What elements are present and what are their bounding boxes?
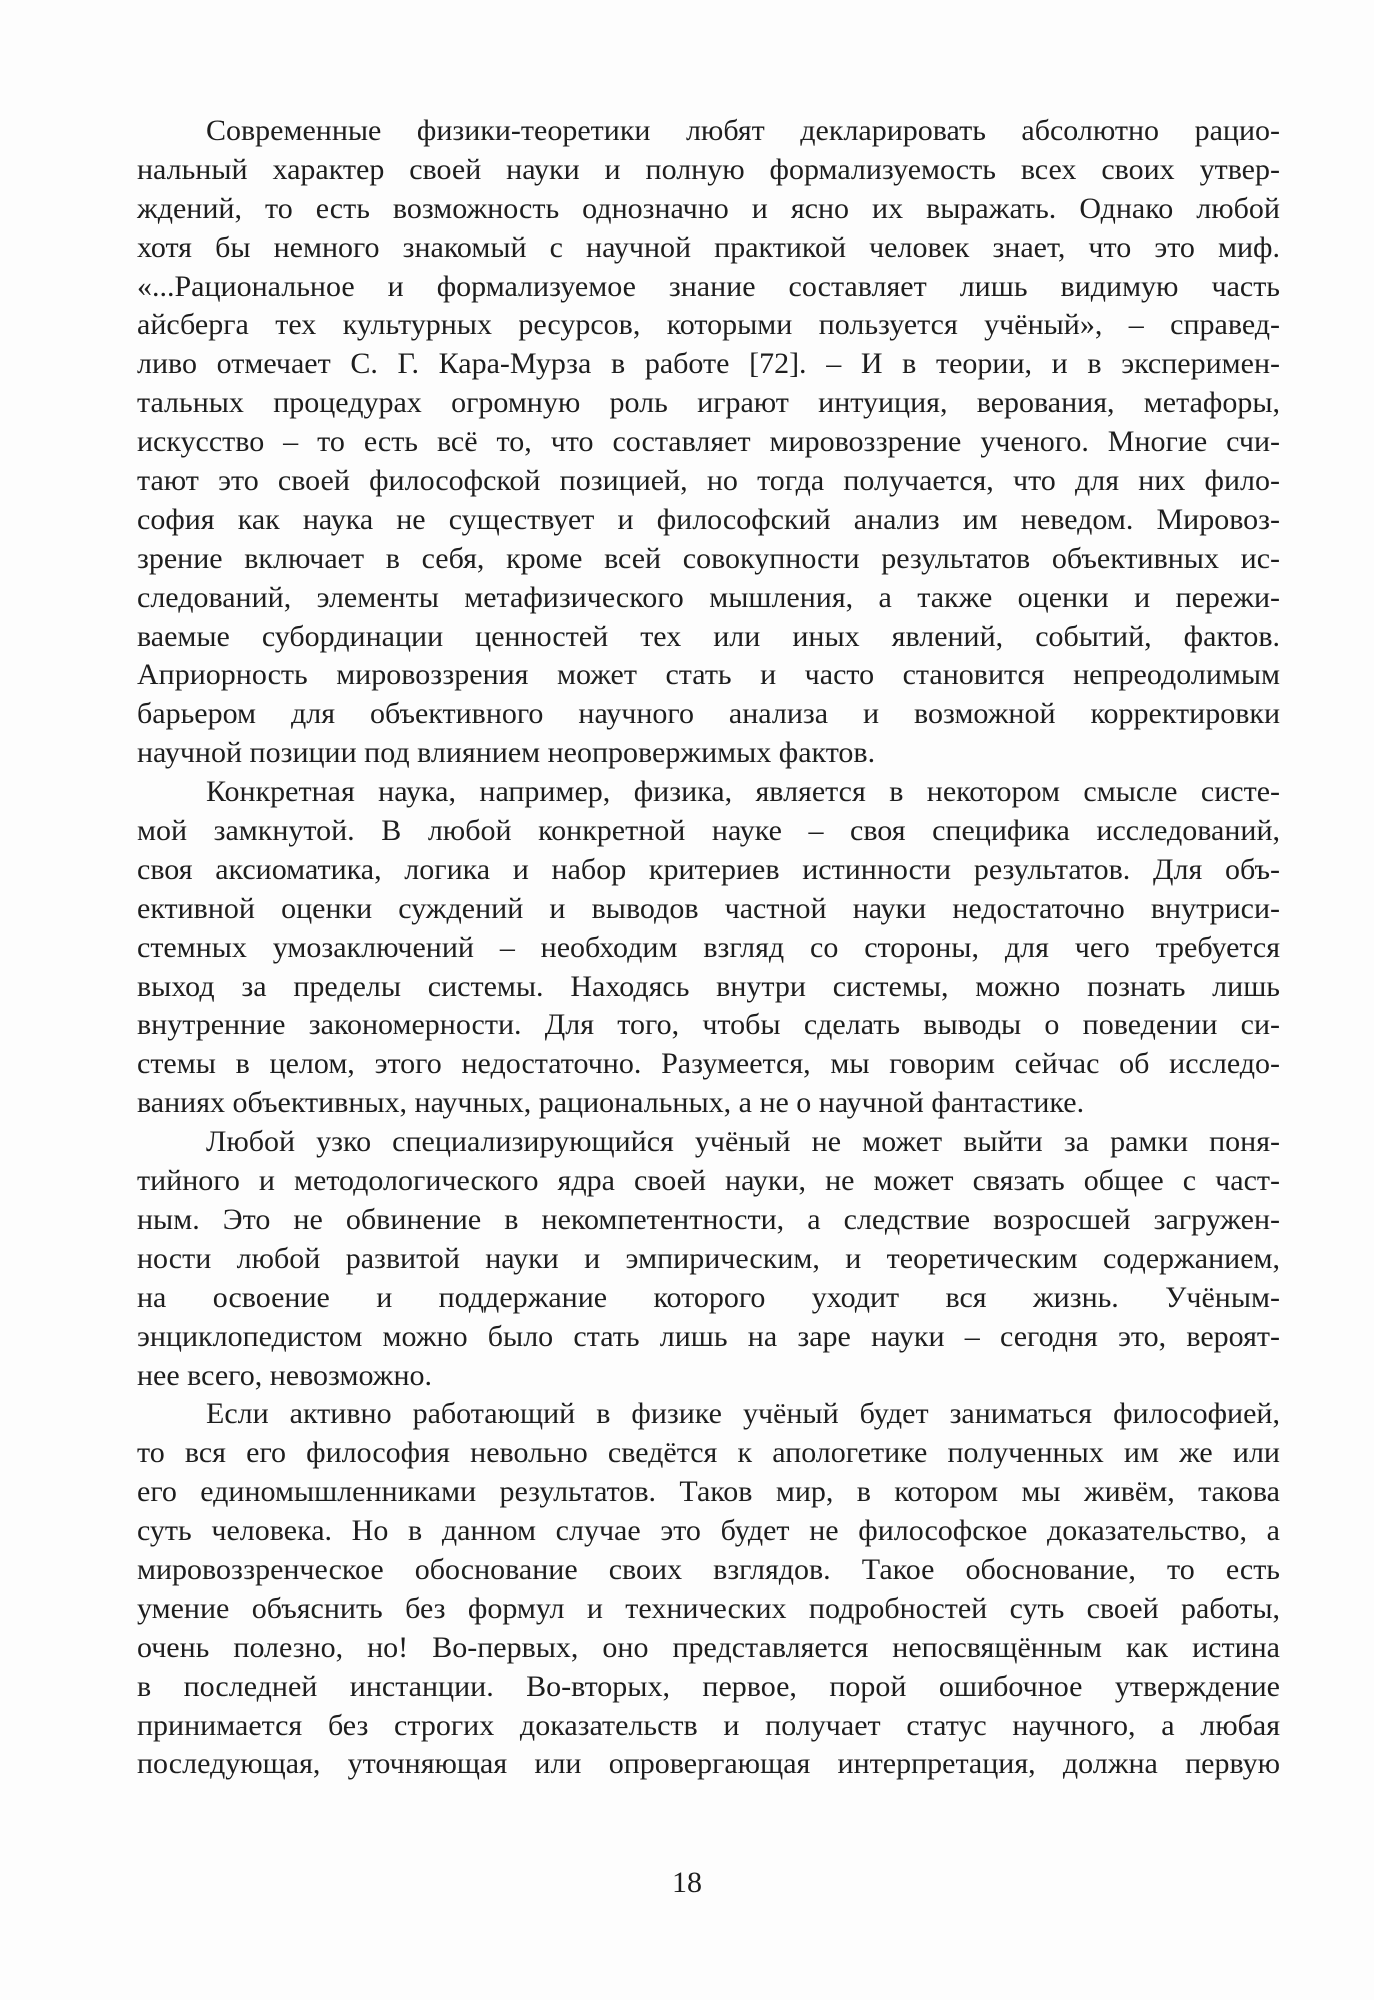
text-line: Любой узко специализирующийся учёный не может выйти за рамки поня- — [206, 1125, 1280, 1159]
text-line: тают это своей философской позицией, но тогда получается, что для них фило- — [137, 464, 1280, 498]
text-line: внутренние закономерности. Для того, чтобы сделать выводы о поведении си- — [137, 1008, 1280, 1042]
text-line: мой замкнутой. В любой конкретной науке – своя специфика исследований, — [137, 814, 1280, 848]
text-line: следований, элементы метафизического мышления, а также оценки и пережи- — [137, 580, 1280, 614]
text-line: ным. Это не обвинение в некомпетентности, а следствие возросшей загружен- — [137, 1202, 1280, 1236]
text-line: ективной оценки суждений и выводов частной науки недостаточно внутриси- — [137, 891, 1280, 925]
text-line: Современные физики-теоретики любят декларировать абсолютно рацио- — [206, 114, 1280, 147]
text-line: очень полезно, но! Во-первых, оно представляется непосвящённым как истина — [137, 1630, 1280, 1664]
text-line: софия как наука не существует и философский анализ им неведом. Мировоз- — [137, 502, 1280, 536]
text-line: своя аксиоматика, логика и набор критериев истинности результатов. Для объ- — [137, 852, 1280, 886]
text-line: Конкретная наука, например, физика, является в некотором смысле систе- — [206, 775, 1280, 809]
text-line: Априорность мировоззрения может стать и часто становится непреодолимым — [137, 658, 1280, 692]
text-line: суть человека. Но в данном случае это будет не философское доказательство, а — [137, 1514, 1280, 1548]
text-line: ваемые субординации ценностей тех или иных явлений, событий, фактов. — [137, 619, 1280, 653]
text-line: айсберга тех культурных ресурсов, которыми пользуется учёный», – справед- — [137, 308, 1280, 342]
text-line: его единомышленниками результатов. Таков мир, в котором мы живём, такова — [137, 1475, 1280, 1509]
text-line: то вся его философия невольно сведётся к апологетике полученных им же или — [137, 1436, 1280, 1470]
text-line: принимается без строгих доказательств и получает статус научного, а любая — [137, 1708, 1280, 1742]
text-line: последующая, уточняющая или опровергающая интерпретация, должна первую — [137, 1747, 1280, 1781]
text-line: выход за пределы системы. Находясь внутри системы, можно познать лишь — [137, 969, 1280, 1003]
text-line: ваниях объективных, научных, рациональных, а не о научной фантастике. — [137, 1086, 1085, 1120]
text-line: тийного и методологического ядра своей науки, не может связать общее с част- — [137, 1164, 1280, 1198]
text-line: мировоззренческое обоснование своих взглядов. Такое обоснование, то есть — [137, 1552, 1280, 1586]
text-line: нальный характер своей науки и полную формализуемость всех своих утвер- — [137, 152, 1280, 186]
text-line: нее всего, невозможно. — [137, 1358, 433, 1392]
text-line: барьером для объективного научного анализа и возможной корректировки — [137, 697, 1280, 731]
text-line: зрение включает в себя, кроме всей совокупности результатов объективных ис- — [137, 541, 1280, 575]
text-line: ливо отмечает С. Г. Кара-Мурза в работе [72]. – И в теории, и в эксперимен- — [137, 347, 1280, 381]
text-line: умение объяснить без формул и технических подробностей суть своей работы, — [137, 1591, 1280, 1625]
text-line: стемных умозаключений – необходим взгляд со стороны, для чего требуется — [137, 930, 1280, 964]
paragraph — [137, 1123, 1280, 1395]
paragraph — [137, 773, 1280, 1123]
text-line: Если активно работающий в физике учёный будет заниматься философией, — [206, 1397, 1280, 1431]
text-line: ности любой развитой науки и эмпирическим, и теоретическим содержанием, — [137, 1241, 1280, 1275]
text-line: ждений, то есть возможность однозначно и ясно их выражать. Однако любой — [137, 191, 1280, 225]
text-line: хотя бы немного знакомый с научной практикой человек знает, что это миф. — [137, 230, 1280, 264]
text-line: энциклопедистом можно было стать лишь на заре науки – сегодня это, вероят- — [137, 1319, 1280, 1353]
text-line: «...Рациональное и формализуемое знание составляет лишь видимую часть — [137, 269, 1280, 303]
paragraph — [137, 112, 1280, 773]
text-line: искусство – то есть всё то, что составляет мировоззрение ученого. Многие счи- — [137, 425, 1280, 459]
text-line: в последней инстанции. Во-вторых, первое, порой ошибочное утверждение — [137, 1669, 1280, 1703]
body-text — [137, 112, 1280, 1784]
paragraph — [137, 1395, 1280, 1784]
text-line: на освоение и поддержание которого уходит вся жизнь. Учёным- — [137, 1280, 1280, 1314]
text-line: тальных процедурах огромную роль играют интуиция, верования, метафоры, — [137, 386, 1280, 420]
text-line: стемы в целом, этого недостаточно. Разумеется, мы говорим сейчас об исследо- — [137, 1047, 1280, 1081]
text-line: научной позиции под влиянием неопровержимых фактов. — [137, 736, 876, 770]
page-number: 18 — [672, 1866, 702, 1899]
